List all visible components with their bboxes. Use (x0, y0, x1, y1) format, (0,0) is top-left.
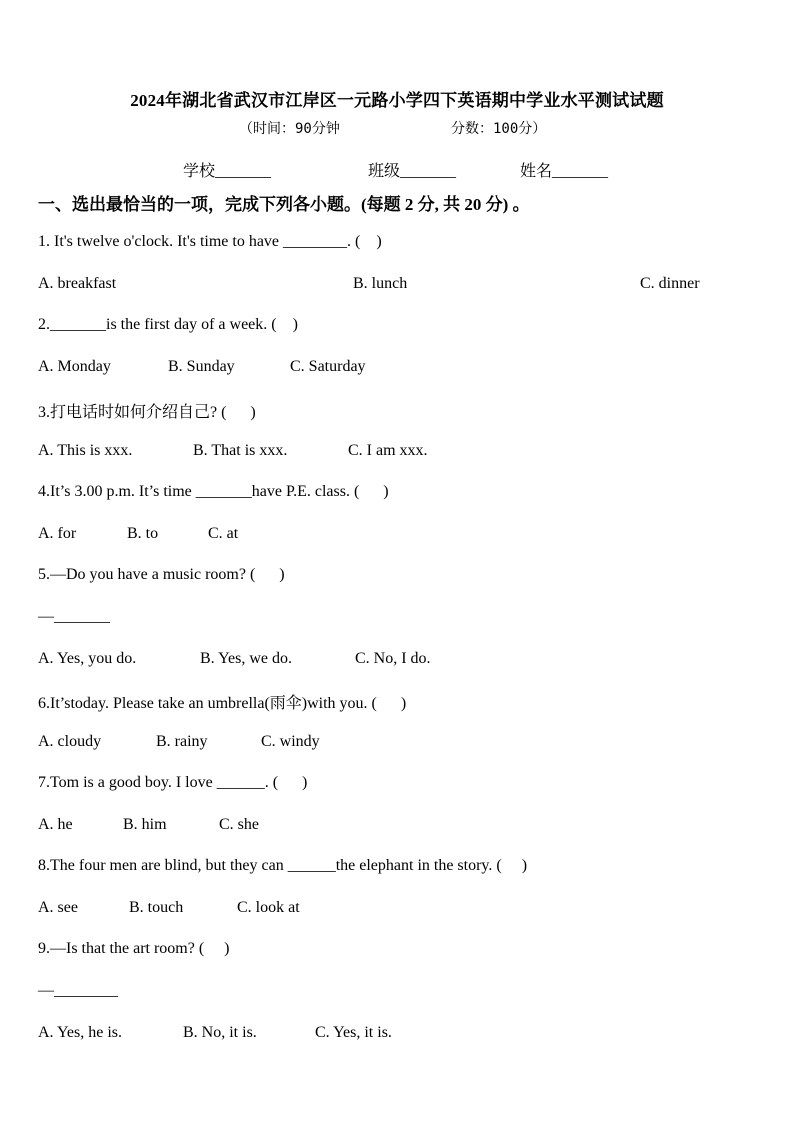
q5-option-a: A. Yes, you do. (38, 650, 137, 667)
exam-time: （时间：90分钟 (239, 121, 340, 137)
question-8: 8.The four men are blind, but they can ______the elephant in the story. ( ) (38, 857, 528, 874)
q5-option-c: C. No, I do. (355, 650, 431, 667)
q1-option-a: A. breakfast (38, 275, 117, 292)
q8-option-c: C. look at (237, 899, 300, 916)
question-9: 9.—Is that the art room? ( ) (38, 940, 230, 957)
q9-option-c: C. Yes, it is. (315, 1024, 392, 1041)
q2-option-a: A. Monday (38, 358, 111, 375)
q3-option-c: C. I am xxx. (348, 442, 428, 459)
question-4: 4.It’s 3.00 p.m. It’s time _______have P.E. class. ( ) (38, 483, 389, 500)
q2-option-c: C. Saturday (290, 358, 366, 375)
school-field: 学校_______ (183, 163, 272, 180)
q6-option-b: B. rainy (156, 733, 208, 750)
q6-option-c: C. windy (261, 733, 320, 750)
q8-option-a: A. see (38, 899, 78, 916)
question-2: 2._______is the first day of a week. ( ) (38, 316, 298, 333)
exam-title: 2024年湖北省武汉市江岸区一元路小学四下英语期中学业水平测试试题 (130, 91, 664, 110)
q9-answer-line: —________ (38, 982, 118, 999)
q4-option-a: A. for (38, 525, 77, 542)
class-field: 班级_______ (368, 163, 457, 180)
name-field: 姓名_______ (520, 163, 609, 180)
question-3: 3.打电话时如何介绍自己? ( ) (38, 404, 256, 421)
q4-option-b: B. to (127, 525, 159, 542)
question-1: 1. It's twelve o'clock. It's time to have ________. ( ) (38, 233, 382, 250)
q4-option-c: C. at (208, 525, 239, 542)
q1-option-c: C. dinner (640, 275, 700, 292)
section-heading: 一、选出最恰当的一项，完成下列各小题。(每题 2 分, 共 20 分) 。 (38, 195, 530, 214)
question-5: 5.—Do you have a music room? ( ) (38, 566, 285, 583)
question-6: 6.It’stoday. Please take an umbrella(雨伞)with you. ( ) (38, 695, 407, 712)
q7-option-b: B. him (123, 816, 167, 833)
q3-option-a: A. This is xxx. (38, 442, 133, 459)
q7-option-c: C. she (219, 816, 259, 833)
question-7: 7.Tom is a good boy. I love ______. ( ) (38, 774, 308, 791)
q9-option-b: B. No, it is. (183, 1024, 257, 1041)
q1-option-b: B. lunch (353, 275, 408, 292)
exam-score: 分数：100分） (451, 121, 547, 137)
q5-answer-line: —_______ (38, 608, 110, 625)
q3-option-b: B. That is xxx. (193, 442, 288, 459)
q7-option-a: A. he (38, 816, 73, 833)
q5-option-b: B. Yes, we do. (200, 650, 293, 667)
q8-option-b: B. touch (129, 899, 184, 916)
q9-option-a: A. Yes, he is. (38, 1024, 123, 1041)
q2-option-b: B. Sunday (168, 358, 235, 375)
q6-option-a: A. cloudy (38, 733, 102, 750)
